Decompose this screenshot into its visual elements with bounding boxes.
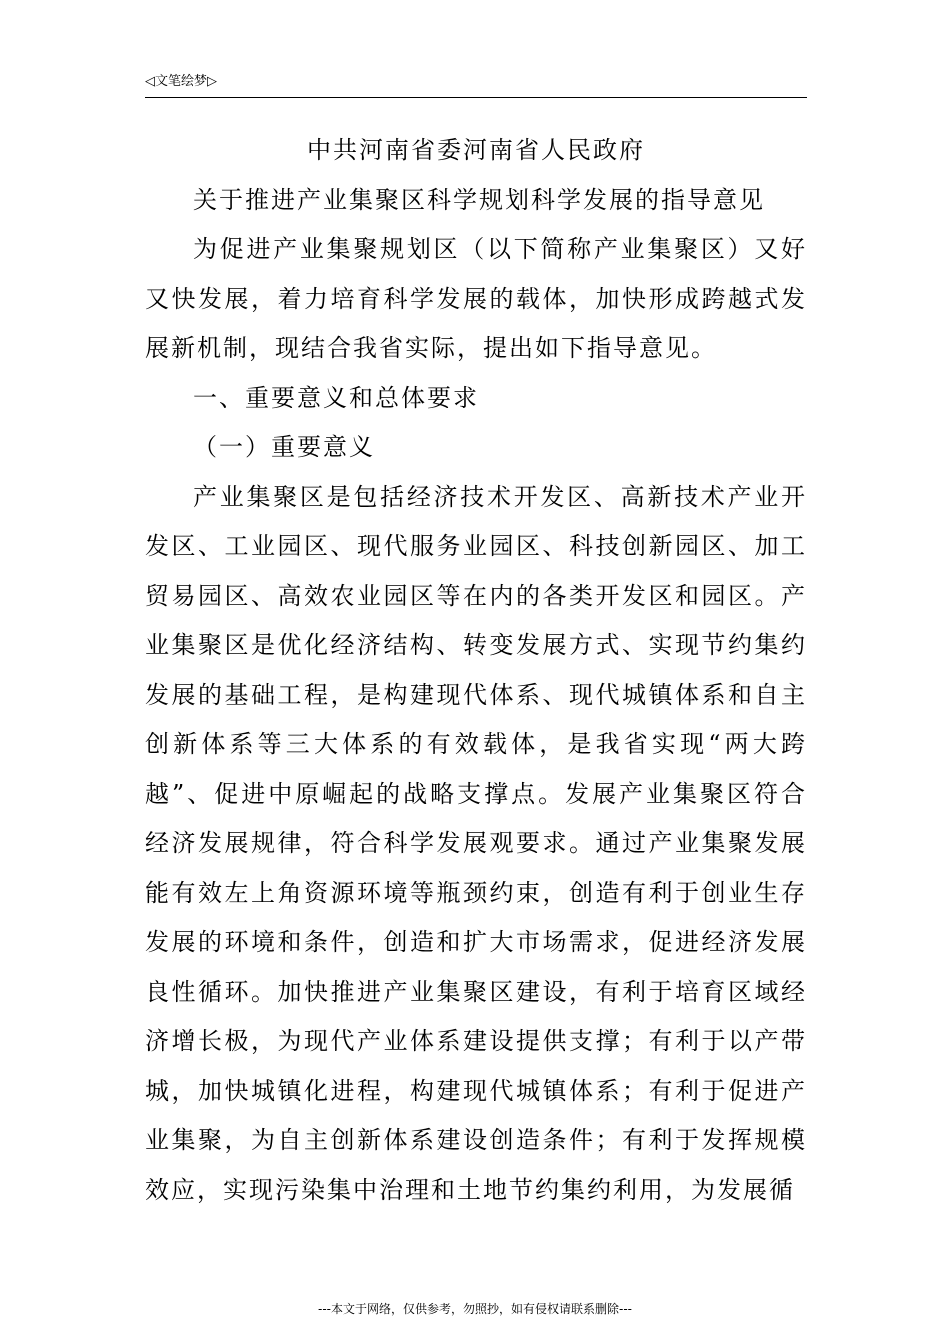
body-paragraph: 产业集聚区是包括经济技术开发区、高新技术产业开发区、工业园区、现代服务业园区、科技创新园区、加工贸易园区、高效农业园区等在内的各类开发区和园区。产业集聚区是优化经济结构、转变发展方式、实现节约集约发展的基础工程，是构建现代体系、现代城镇体系和自主创新体系等三大体系的有效载体，是我省实现“两大跨越”、促进中原崛起的战略支撑点。发展产业集聚区符合经济发展规律，符合科学发展观要求。通过产业集聚发展能有效左上角资源环境等瓶颈约束，创造有利于创业生存发展的环境和条件，创造和扩大市场需求，促进经济发展良性循环。加快推进产业集聚区建设，有利于培育区域经济增长极，为现代产业体系建设提供支撑；有利于以产带城，加快城镇化进程，构建现代城镇体系；有利于促进产业集聚，为自主创新体系建设创造条件；有利于发挥规模效应，实现污染集中治理和土地节约集约利用，为发展循 — [145, 482, 807, 1204]
section-heading: 一、重要意义和总体要求 — [193, 383, 479, 412]
page-header: ◁文笔绘梦▷ — [145, 74, 217, 89]
document-title: 中共河南省委河南省人民政府 — [307, 136, 645, 164]
page-footer: ---本文于网络，仅供参考，勿照抄，如有侵权请联系删除--- — [318, 1302, 632, 1316]
header-divider — [145, 97, 807, 98]
document-subtitle: 关于推进产业集聚区科学规划科学发展的指导意见 — [193, 186, 765, 214]
document-body — [145, 125, 807, 1215]
intro-paragraph: 为促进产业集聚规划区（以下简称产业集聚区）又好又快发展，着力培育科学发展的载体，加快形成跨越式发展新机制，现结合我省实际，提出如下指导意见。 — [145, 235, 807, 362]
subsection-heading: （一）重要意义 — [193, 433, 375, 461]
